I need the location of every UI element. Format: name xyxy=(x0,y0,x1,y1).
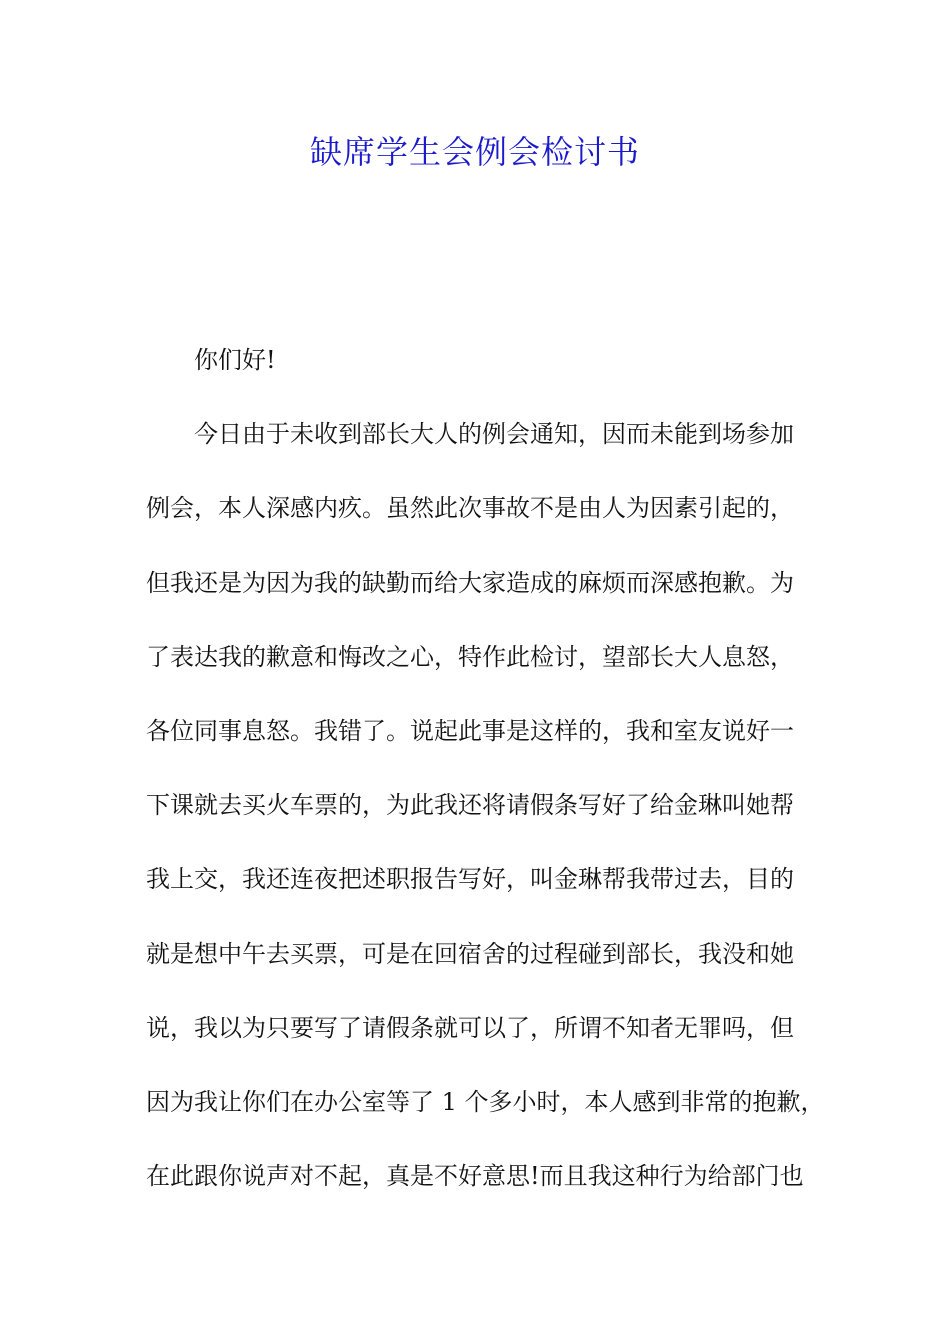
document-title: 缺席学生会例会检讨书 xyxy=(309,133,640,171)
paragraph-line: 但我还是为因为我的缺勤而给大家造成的麻烦而深感抱歉。为 xyxy=(146,568,794,597)
paragraph-line: 下课就去买火车票的，为此我还将请假条写好了给金琳叫她帮 xyxy=(146,791,794,820)
paragraph-line: 各位同事息怒。我错了。说起此事是这样的，我和室友说好一 xyxy=(146,716,794,745)
paragraph-line: 在此跟你说声对不起，真是不好意思!而且我这种行为给部门也 xyxy=(146,1162,804,1191)
paragraph-line: 了表达我的歉意和悔改之心，特作此检讨，望部长大人息怒， xyxy=(146,642,794,671)
document-body xyxy=(146,336,830,1226)
paragraph-line: 因为我让你们在办公室等了 1 个多小时，本人感到非常的抱歉， xyxy=(146,1087,825,1116)
greeting-line: 你们好! xyxy=(194,346,276,374)
paragraph-line: 说，我以为只要写了请假条就可以了，所谓不知者无罪吗，但 xyxy=(146,1013,794,1042)
paragraph-line: 例会，本人深感内疚。虽然此次事故不是由人为因素引起的， xyxy=(146,494,794,523)
paragraph-line: 就是想中午去买票，可是在回宿舍的过程碰到部长，我没和她 xyxy=(146,939,794,968)
paragraph-line: 今日由于未收到部长大人的例会通知，因而未能到场参加 xyxy=(194,420,794,449)
paragraph-line: 我上交，我还连夜把述职报告写好，叫金琳帮我带过去，目的 xyxy=(146,865,794,894)
